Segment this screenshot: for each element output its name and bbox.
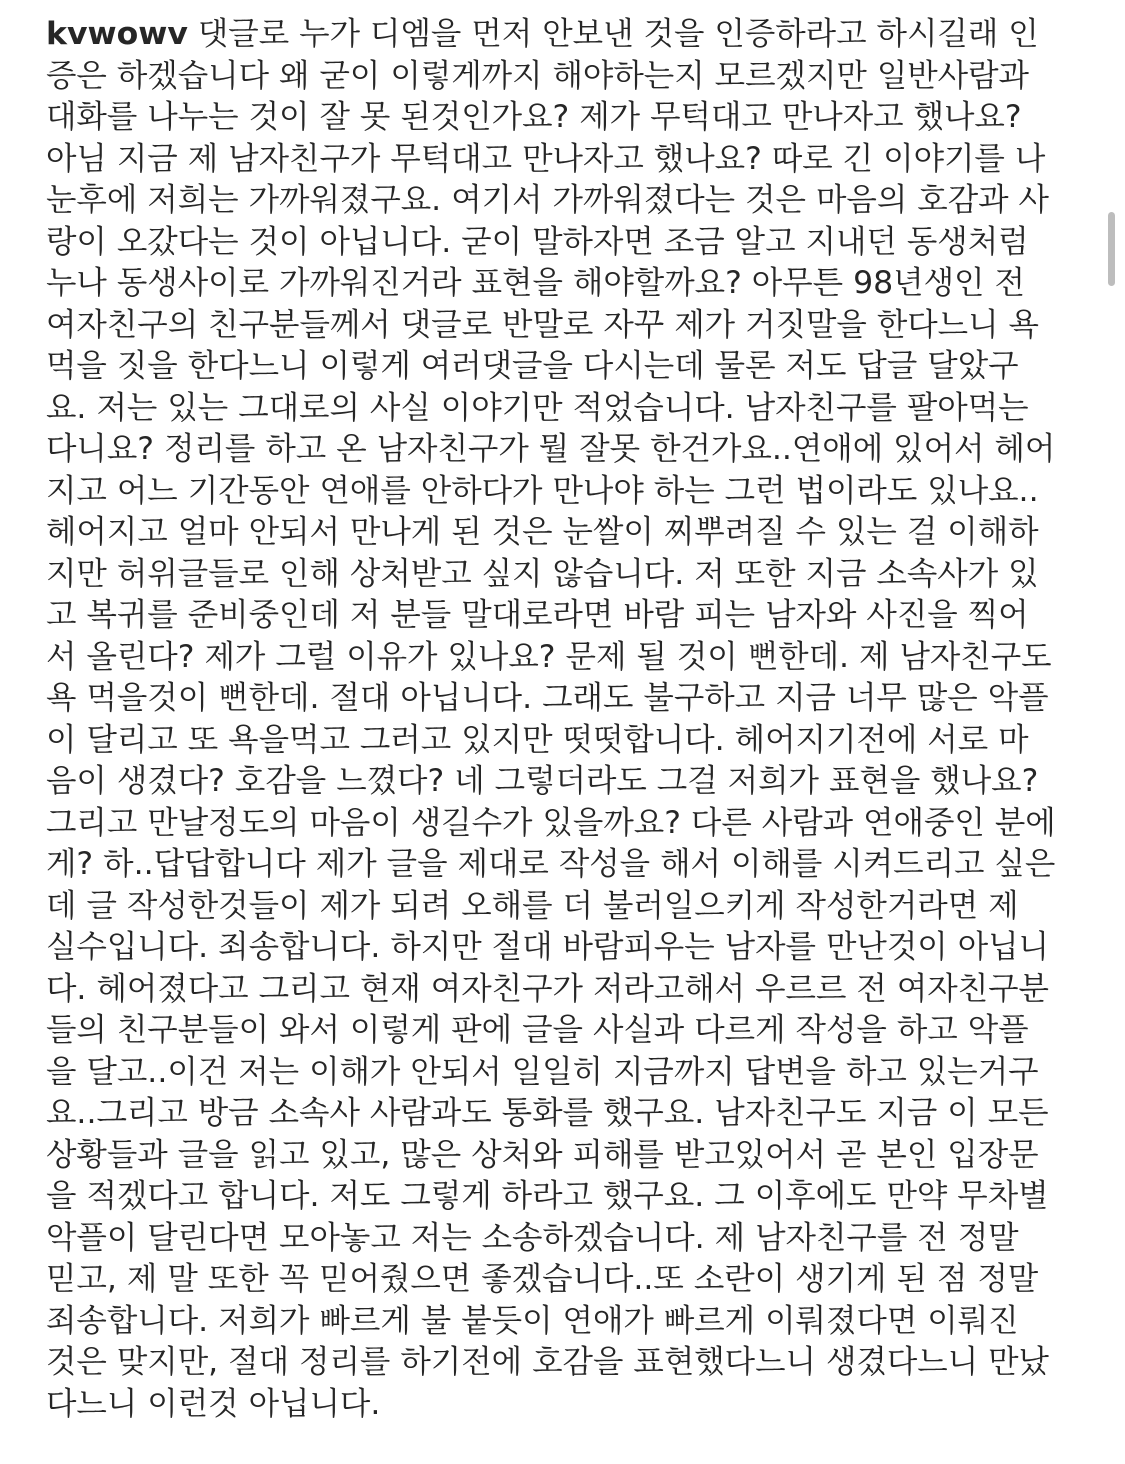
comment-text-line: 요. 저는 있는 그대로의 사실 이야기만 적었습니다. 남자친구를 팔아먹는 <box>46 389 1029 426</box>
comment-text-line: 눈후에 저희는 가까워졌구요. 여기서 가까워졌다는 것은 마음의 호감과 사 <box>46 182 1049 218</box>
comment-text-line: 아님 지금 제 남자친구가 무턱대고 만나자고 했나요? 따로 긴 이야기를 나 <box>46 140 1046 177</box>
comment-text-line: 지고 어느 기간동안 연애를 안하다가 만나야 하는 그런 법이라도 있나요.. <box>46 472 1039 509</box>
comment-text-line: 먹을 짓을 한다느니 이렇게 여러댓글을 다시는데 물론 저도 답글 달았구 <box>46 348 1019 384</box>
comment-text-line: 여자친구의 친구분들께서 댓글로 반말로 자꾸 제가 거짓말을 한다느니 욕 <box>46 306 1039 343</box>
comment-text-line: 다니요? 정리를 하고 온 남자친구가 뭘 잘못 한건가요..연애에 있어서 헤어 <box>46 431 1056 467</box>
comment-username[interactable]: kvwowv <box>46 16 188 52</box>
comment-text-line: 댓글로 누가 디엠을 먼저 안보낸 것을 인증하라고 하시길래 인 <box>187 16 1039 52</box>
comment-text-line: 랑이 오갔다는 것이 아닙니다. 굳이 말하자면 조금 알고 지내던 동생처럼 <box>46 223 1029 260</box>
comment-text-line: 욕 먹을것이 뻔한데. 절대 아닙니다. 그래도 불구하고 지금 너무 많은 악플 <box>46 680 1049 716</box>
comment-text-line: 그리고 만날정도의 마음이 생길수가 있을까요? 다른 사람과 연애중인 분에 <box>46 804 1056 841</box>
comment-body <box>46 14 1086 1425</box>
comment-text-line: 다느니 이런것 아닙니다. <box>46 1385 381 1422</box>
comment-text-line: 음이 생겼다? 호감을 느꼈다? 네 그렇더라도 그걸 저희가 표현을 했나요? <box>46 763 1039 799</box>
comment-text-line: 누나 동생사이로 가까워진거라 표현을 해야할까요? 아무튼 98년생인 전 <box>46 265 1025 301</box>
comment-text-line: 게? 하..답답합니다 제가 글을 제대로 작성을 해서 이해를 시켜드리고 싶은 <box>46 846 1056 882</box>
comment-text-line: 믿고, 제 말 또한 꼭 믿어줬으면 좋겠습니다..또 소란이 생기게 된 점 정말 <box>46 1261 1039 1297</box>
scrollbar-thumb[interactable] <box>1108 212 1115 286</box>
comment-text-line: 을 적겠다고 합니다. 저도 그렇게 하라고 했구요. 그 이후에도 만약 무차별 <box>46 1178 1049 1214</box>
comment-text-line: 대화를 나누는 것이 잘 못 된것인가요? 제가 무턱대고 만나자고 했나요? <box>46 99 1022 135</box>
comment-text-line: 악플이 달린다면 모아놓고 저는 소송하겠습니다. 제 남자친구를 전 정말 <box>46 1219 1019 1256</box>
comment-text-line: 을 달고..이건 저는 이해가 안되서 일일히 지금까지 답변을 하고 있는거구 <box>46 1053 1039 1090</box>
comment-text-line: 서 올린다? 제가 그럴 이유가 있나요? 문제 될 것이 뻔한데. 제 남자친구도 <box>46 638 1052 675</box>
comment-text-line: 다. 헤어졌다고 그리고 현재 여자친구가 저라고해서 우르르 전 여자친구분 <box>46 970 1049 1007</box>
comment-text-line: 증은 하겠습니다 왜 굳이 이렇게까지 해야하는지 모르겠지만 일반사람과 <box>46 57 1029 94</box>
comment-text-line: 상황들과 글을 읽고 있고, 많은 상처와 피해를 받고있어서 곧 본인 입장문 <box>46 1136 1039 1173</box>
comment-text-line: 실수입니다. 죄송합니다. 하지만 절대 바람피우는 남자를 만난것이 아닙니 <box>46 929 1049 965</box>
comment-text-line: 데 글 작성한것들이 제가 되려 오해를 더 불러일으키게 작성한거라면 제 <box>46 887 1019 924</box>
comment-text-line: 것은 맞지만, 절대 정리를 하기전에 호감을 표현했다느니 생겼다느니 만났 <box>46 1344 1049 1380</box>
comment-text-line: 요..그리고 방금 소속사 사람과도 통화를 했구요. 남자친구도 지금 이 모든 <box>46 1095 1049 1131</box>
comment-text-line: 죄송합니다. 저희가 빠르게 불 붙듯이 연애가 빠르게 이뤄졌다면 이뤄진 <box>46 1302 1019 1339</box>
comment-text-line: 들의 친구분들이 와서 이렇게 판에 글을 사실과 다르게 작성을 하고 악플 <box>46 1012 1029 1048</box>
comment-text-line: 고 복귀를 준비중인데 저 분들 말대로라면 바람 피는 남자와 사진을 찍어 <box>46 597 1029 633</box>
comment-text-line: 헤어지고 얼마 안되서 만나게 된 것은 눈쌀이 찌뿌려질 수 있는 걸 이해하 <box>46 514 1039 550</box>
comment-text-line: 지만 허위글들로 인해 상처받고 싶지 않습니다. 저 또한 지금 소속사가 있 <box>46 555 1039 592</box>
comment-first-line <box>46 14 1086 56</box>
comment-text-line: 이 달리고 또 욕을먹고 그러고 있지만 떳떳합니다. 헤어지기전에 서로 마 <box>46 721 1029 758</box>
